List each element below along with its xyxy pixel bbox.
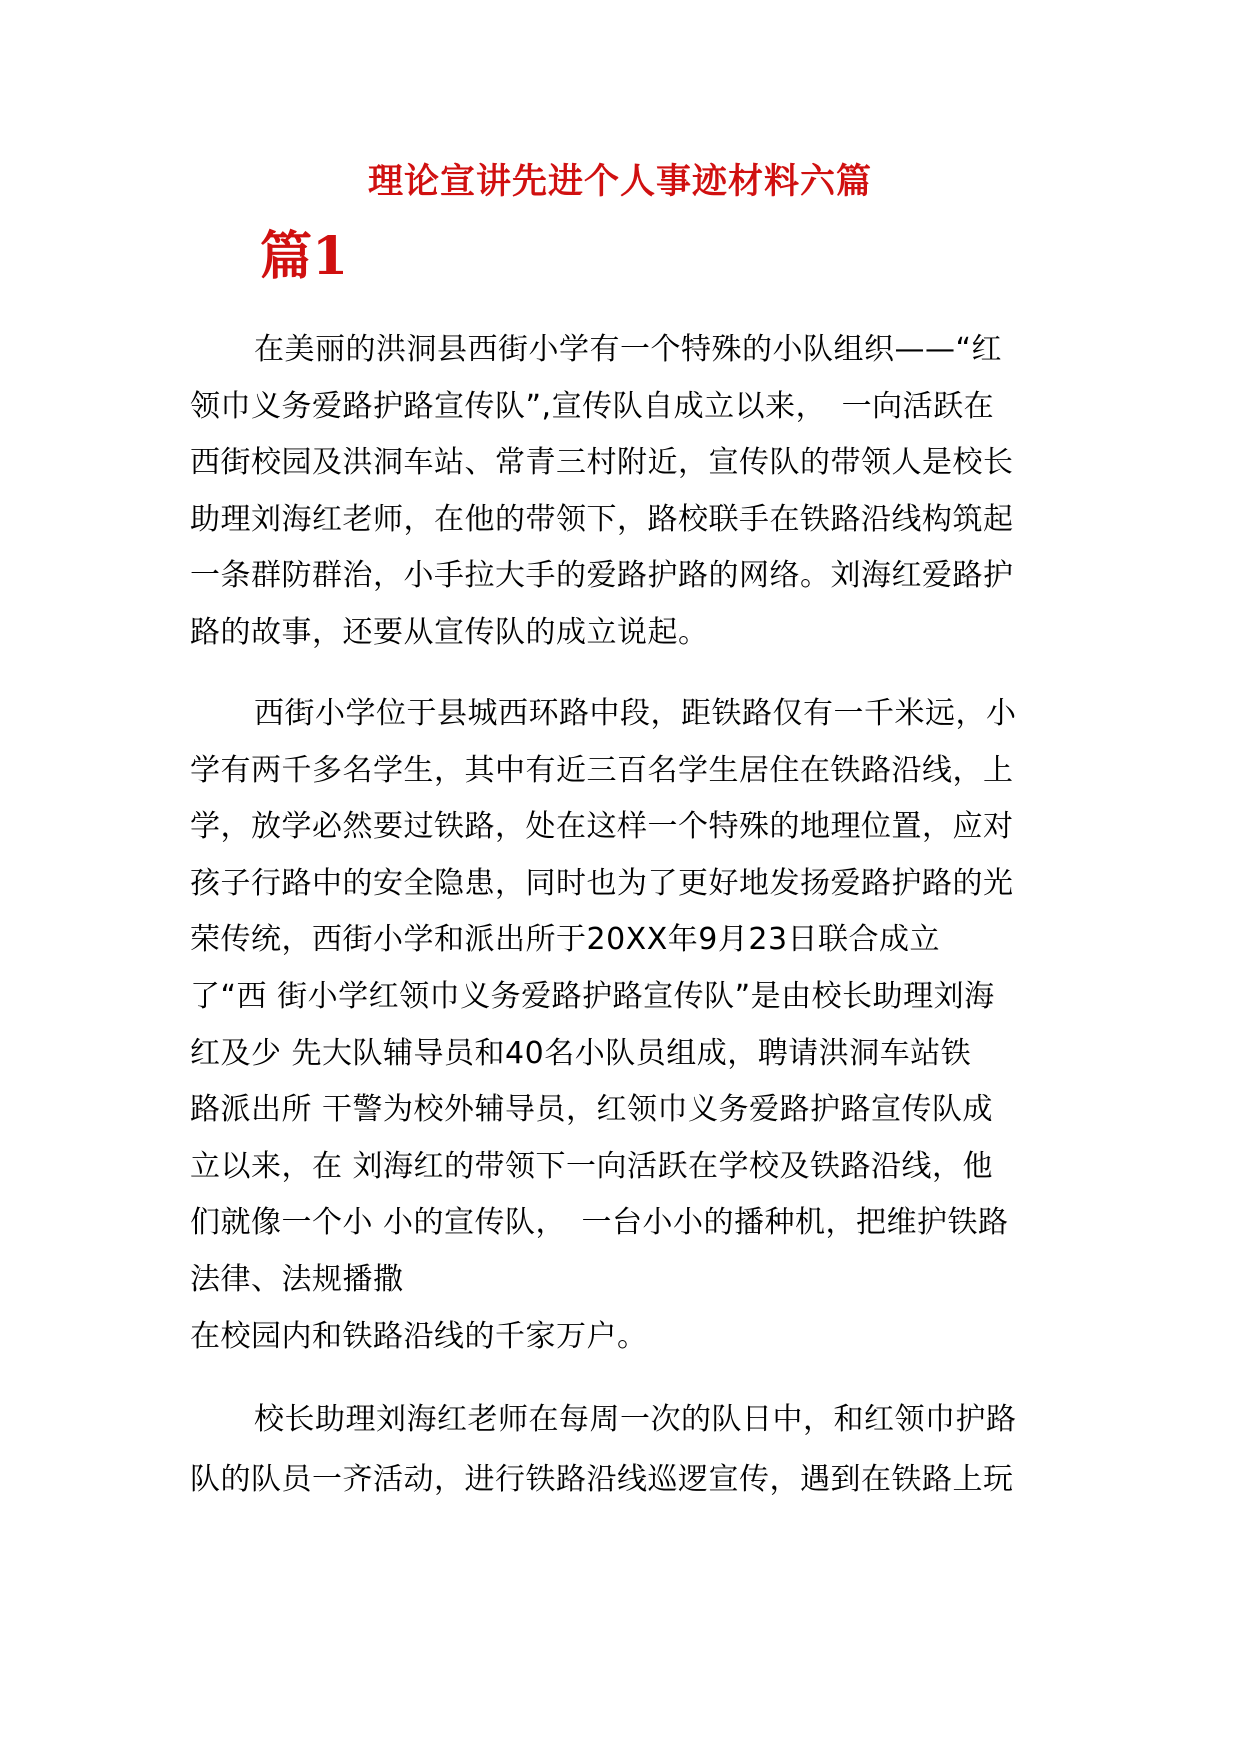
paragraph-line: 红及少 先大队辅导员和40名小队员组成，聘请洪洞车站铁 bbox=[190, 1035, 972, 1071]
document-title: 理论宣讲先进个人事迹材料六篇 bbox=[367, 161, 872, 202]
paragraph-line: 助理刘海红老师，在他的带领下，路校联手在铁路沿线构筑起 bbox=[190, 501, 1014, 537]
section-heading: 篇1 bbox=[260, 226, 349, 287]
paragraph-line: 在校园内和铁路沿线的千家万户。 bbox=[190, 1318, 648, 1354]
paragraph-line: 领巾义务爱路护路宣传队”,宣传队自成立以来， 一向活跃在 bbox=[190, 388, 995, 424]
paragraph-line: 学有两千多名学生，其中有近三百名学生居住在铁路沿线，上 bbox=[190, 752, 1014, 788]
paragraph-line: 路的故事，还要从宣传队的成立说起。 bbox=[190, 614, 709, 650]
paragraph-line: 校长助理刘海红老师在每周一次的队日中，和红领巾护路 bbox=[254, 1402, 1017, 1437]
paragraph-line: 一条群防群治，小手拉大手的爱路护路的网络。刘海红爱路护 bbox=[190, 558, 1014, 594]
paragraph bbox=[190, 322, 1050, 662]
paragraph-line: 了“西 街小学红领巾义务爱路护路宣传队”是由校长助理刘海 bbox=[190, 978, 995, 1014]
paragraph-line: 队的队员一齐活动，进行铁路沿线巡逻宣传，遇到在铁路上玩 bbox=[190, 1462, 1014, 1497]
paragraph-line: 西街小学位于县城西环路中段，距铁路仅有一千米远，小 bbox=[254, 696, 1017, 731]
paragraph bbox=[190, 1390, 1050, 1510]
paragraph-line: 西街校园及洪洞车站、常青三村附近，宣传队的带领人是校长 bbox=[190, 445, 1014, 481]
paragraph-line: 们就像一个小 小的宣传队， 一台小小的播种机，把维护铁路 bbox=[190, 1205, 1009, 1241]
paragraph bbox=[190, 686, 1050, 1365]
paragraph-line: 在美丽的洪洞县西街小学有一个特殊的小队组织——“红 bbox=[254, 332, 1003, 367]
paragraph-line: 学，放学必然要过铁路，处在这样一个特殊的地理位置，应对 bbox=[190, 809, 1014, 845]
paragraph-line: 法律、法规播撒 bbox=[190, 1261, 404, 1297]
paragraph-line: 荣传统，西街小学和派出所于20XX年9月23日联合成立 bbox=[190, 922, 941, 958]
paragraph-line: 立以来，在 刘海红的带领下一向活跃在学校及铁路沿线，他 bbox=[190, 1148, 994, 1184]
paragraph-line: 路派出所 干警为校外辅导员，红领巾义务爱路护路宣传队成 bbox=[190, 1092, 994, 1128]
paragraph-line: 孩子行路中的安全隐患，同时也为了更好地发扬爱路护路的光 bbox=[190, 865, 1014, 901]
